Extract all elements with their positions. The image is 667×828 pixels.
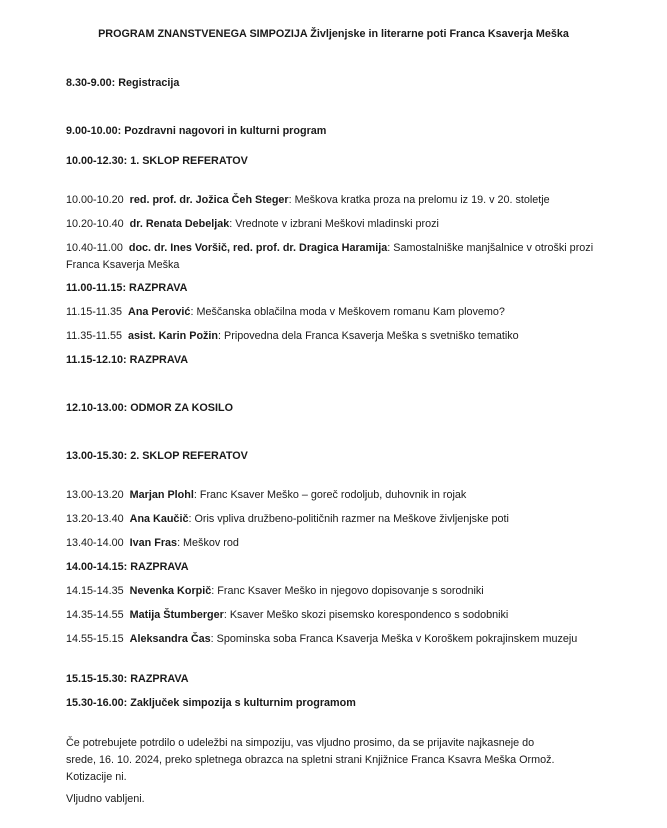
talk-speaker: Marjan Plohl [129,489,194,501]
talk-time: 10.20-10.40 [66,218,124,230]
talk-time: 10.40-11.00 [66,242,123,254]
talk-row [66,328,626,345]
discussion: 14.00-14.15: RAZPRAVA [66,561,189,573]
talk-row [66,240,626,274]
registration: 8.30-9.00: Registracija [66,77,180,89]
talk-speaker: Matija Štumberger [129,609,224,621]
talk-time: 13.00-13.20 [66,489,124,501]
talk-time: 11.35-11.55 [66,330,123,342]
block1-heading: 10.00-12.30: 1. SKLOP REFERATOV [66,155,248,167]
talk-row [66,535,626,552]
discussion: 11.15-12.10: RAZPRAVA [66,354,189,366]
talk-time: 13.40-14.00 [66,537,124,549]
talk-speaker: doc. dr. Ines Voršič, red. prof. dr. Dragica Haramija [128,242,388,254]
talk-row [66,607,626,624]
title-prefix: PROGRAM ZNANSTVENEGA SIMPOZIJA [98,28,311,40]
talk-speaker: asist. Karin Požin [128,330,219,342]
talk-time: 14.15-14.35 [66,585,124,597]
talk-row [66,511,626,528]
talk-title: : Meškova kratka proza na prelomu iz 19. v 20. stoletje [288,194,550,206]
closing: 15.30-16.00: Zaključek simpozija s kulturnim programom [66,697,356,709]
talk-speaker: Ivan Fras [129,537,178,549]
discussion: 11.00-11.15: RAZPRAVA [66,282,188,294]
talk-time: 14.55-15.15 [66,633,124,645]
talk-time: 10.00-10.20 [66,194,124,206]
talk-time: 14.35-14.55 [66,609,124,621]
talk-row [66,583,626,600]
page-title [0,28,667,40]
talk-speaker: Ana Kaučič [129,513,189,525]
title-main: Življenjske in literarne poti Franca Ksaverja Meška [310,28,569,40]
talk-speaker: Nevenka Korpič [129,585,212,597]
talk-speaker: Ana Perović [128,306,191,318]
lunch-break: 12.10-13.00: ODMOR ZA KOSILO [66,402,233,414]
talk-title: : Oris vpliva družbeno-političnih razmer na Meškove življenjske poti [188,513,509,525]
talk-row [66,304,626,321]
block2-heading: 13.00-15.30: 2. SKLOP REFERATOV [66,450,248,462]
talk-row [66,192,626,209]
talk-title: : Vrednote v izbrani Meškovi mladinski prozi [229,218,439,230]
talk-row [66,487,626,504]
talk-title: : Spominska soba Franca Ksaverja Meška v Koroškem pokrajinskem muzeju [210,633,578,645]
talk-time: 13.20-13.40 [66,513,124,525]
talk-title: : Meškov rod [177,537,239,549]
talk-title: : Meščanska oblačilna moda v Meškovem romanu Kam plovemo? [190,306,505,318]
talk-speaker: dr. Renata Debeljak [129,218,230,230]
talk-title: : Samostalniške manjšalnice v otroški prozi Franca Ksaverja Meška [66,242,594,271]
discussion: 15.15-15.30: RAZPRAVA [66,673,189,685]
talk-time: 11.15-11.35 [66,306,123,318]
talk-title: : Ksaver Meško skozi pisemsko korespondenco s sodobniki [223,609,509,621]
talk-row [66,216,626,233]
talk-speaker: red. prof. dr. Jožica Čeh Steger [129,194,289,206]
greeting: Vljudno vabljeni. [66,793,145,805]
talk-title: : Pripovedna dela Franca Ksaverja Meška s svetniško tematiko [218,330,519,342]
opening-program: 9.00-10.00: Pozdravni nagovori in kulturni program [66,125,327,137]
registration-note: Če potrebujete potrdilo o udeležbi na simpoziju, vas vljudno prosimo, da se prijavite najkasneje do srede, 16. 10. 2024, preko spletnega obrazca na spletni strani Knjižnice Franca Ksavra Meška Ormož. Kotizacije ni. [66,737,555,783]
talk-row [66,631,626,648]
talk-speaker: Aleksandra Čas [129,633,211,645]
talk-title: : Franc Ksaver Meško – goreč rodoljub, duhovnik in rojak [193,489,467,501]
talk-title: : Franc Ksaver Meško in njegovo dopisovanje s sorodniki [211,585,484,597]
